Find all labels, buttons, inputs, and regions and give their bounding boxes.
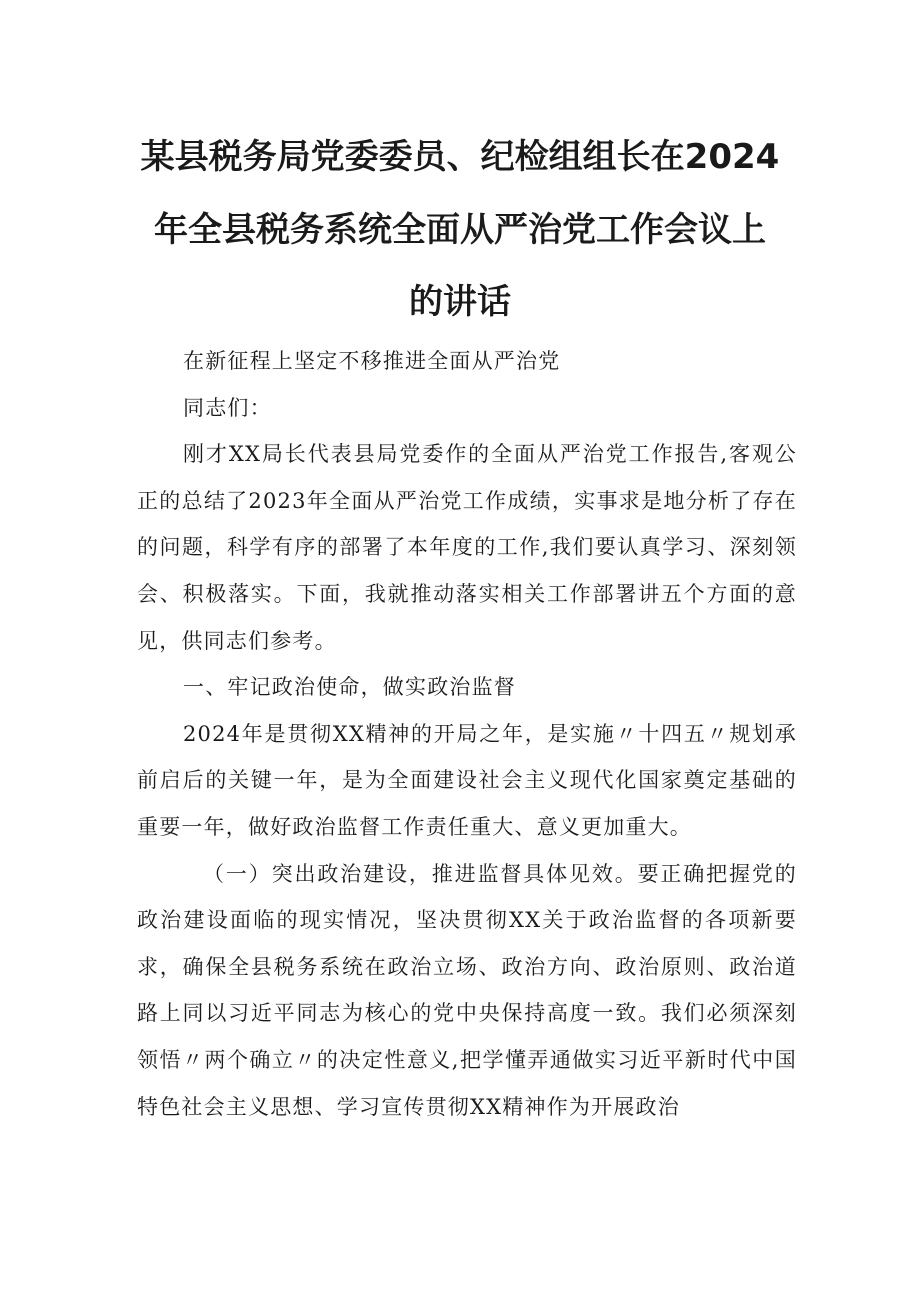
title-line-2: 年全县税务系统全面从严治党工作会议上 [154, 210, 766, 250]
paragraph-subsection-1: （一）突出政治建设，推进监督具体见效。要正确把握党的政治建设面临的现实情况，坚决贯彻XX关于政治监督的各项新要求，确保全县税务系统在政治立场、政治方向、政治原则、政治道路上同以习近平同志为核心的党中央保持高度一致。我们必须深刻领悟〃两个确立〃的决定性意义,把学懂弄通做实习近平新时代中国特色社会主义思想、学习宣传贯彻XX精神作为开展政治 [137, 861, 797, 1119]
paragraph-intro: 刚才XX局长代表县局党委作的全面从严治党工作报告,客观公正的总结了2023年全面从严治党工作成绩，实事求是地分析了存在的问题，科学有序的部署了本年度的工作,我们要认真学习、深刻领会、积极落实。下面，我就推动落实相关工作部署讲五个方面的意见，供同志们参考。 [137, 442, 797, 653]
document-body [137, 338, 797, 1130]
salutation: 同志们： [183, 395, 272, 420]
title-line-3: 的讲话 [409, 282, 511, 322]
section-heading-1: 一、牢记政治使命，做实政治监督 [183, 675, 516, 700]
title-line-1: 某县税务局党委委员、纪检组组长在2024 [140, 137, 780, 177]
paragraph-section-1: 2024年是贯彻XX精神的开局之年，是实施〃十四五〃规划承前启后的关键一年，是为全面建设社会主义现代化国家奠定基础的重要一年，做好政治监督工作责任重大、意义更加重大。 [137, 721, 797, 839]
subtitle: 在新征程上坚定不移推进全面从严治党 [183, 349, 561, 373]
